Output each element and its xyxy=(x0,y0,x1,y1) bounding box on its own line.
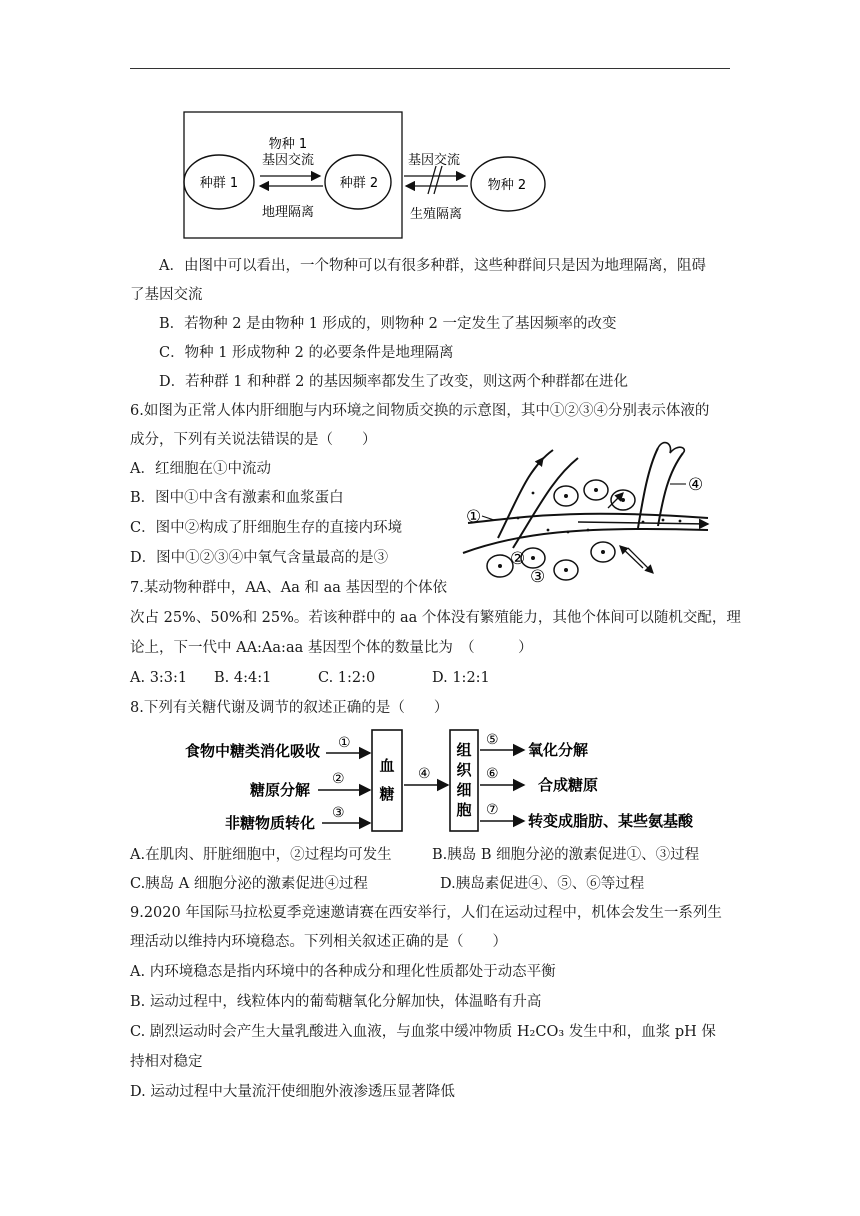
q8-option-d: D.胰岛素促进④、⑤、⑥等过程 xyxy=(440,876,645,892)
population-1-label: 种群 1 xyxy=(199,176,239,191)
species-2-label: 物种 2 xyxy=(487,178,527,193)
food-digestion-label: 食物中糖类消化吸收 xyxy=(184,742,320,760)
tissue-cell-char-3: 细 xyxy=(456,781,472,799)
tissue-cell-char-1: 组 xyxy=(456,741,472,759)
tissue-cell-char-4: 胞 xyxy=(456,801,472,819)
glycogen-breakdown-label: 糖原分解 xyxy=(249,781,310,799)
process-2-label: ② xyxy=(332,771,345,787)
fat-aminoacid-label: 转变成脂肪、某些氨基酸 xyxy=(528,812,694,830)
non-sugar-conversion-label: 非糖物质转化 xyxy=(224,814,315,832)
q5-option-b: B．若物种 2 是由物种 1 形成的，则物种 2 一定发生了基因频率的改变 xyxy=(159,316,617,332)
q9-option-c-cont: 持相对稳定 xyxy=(130,1054,203,1070)
process-3-label: ③ xyxy=(332,805,345,821)
q6-option-d: D．图中①②③④中氧气含量最高的是③ xyxy=(130,550,389,566)
q6-stem: 6.如图为正常人体内肝细胞与内环境之间物质交换的示意图，其中①②③④分别表示体液的 xyxy=(130,403,710,419)
q7-stem-cont: 次占 25%、50%和 25%。若该种群中的 aa 个体没有繁殖能力，其他个体间可以随机交配，理 xyxy=(130,610,741,626)
reproductive-isolation-label: 生殖隔离 xyxy=(409,207,463,222)
process-6-label: ⑥ xyxy=(486,766,499,782)
header-rule xyxy=(130,68,730,69)
process-1-label: ① xyxy=(338,735,351,751)
q7-option-b: B. 4:4:1 xyxy=(214,670,272,686)
q7-stem: 7.某动物种群中，AA、Aa 和 aa 基因型的个体依 xyxy=(130,580,448,596)
process-4-label: ④ xyxy=(418,766,431,782)
q8-option-a: A.在肌肉、肝脏细胞中，②过程均可发生 xyxy=(130,847,392,863)
q9-option-a: A. 内环境稳态是指内环境中的各种成分和理化性质都处于动态平衡 xyxy=(130,964,556,980)
q8-option-b: B.胰岛 B 细胞分泌的激素促进①、③过程 xyxy=(432,847,700,863)
q8-option-c: C.胰岛 A 细胞分泌的激素促进④过程 xyxy=(130,876,368,892)
q6-stem-cont: 成分，下列有关说法错误的是（ ） xyxy=(130,432,377,448)
blood-sugar-char-1: 血 xyxy=(379,757,395,775)
q9-stem-cont: 理活动以维持内环境稳态。下列相关叙述正确的是（ ） xyxy=(130,934,507,950)
q6-option-a: A．红细胞在①中流动 xyxy=(130,461,271,477)
q8-stem: 8.下列有关糖代谢及调节的叙述正确的是（ ） xyxy=(130,700,449,716)
process-7-label: ⑦ xyxy=(486,802,499,818)
q9-option-b: B. 运动过程中，线粒体内的葡萄糖氧化分解加快，体温略有升高 xyxy=(130,994,542,1010)
q7-option-d: D. 1:2:1 xyxy=(432,670,490,686)
speciation-diagram xyxy=(180,108,560,247)
q5-option-a-cont: 了基因交流 xyxy=(130,287,203,303)
fluid-label-4: ④ xyxy=(688,475,704,495)
q7-option-a: A. 3:3:1 xyxy=(130,670,188,686)
species-1-label: 物种 1 xyxy=(268,137,308,152)
oxidation-label: 氧化分解 xyxy=(528,741,589,759)
tissue-cell-char-2: 织 xyxy=(456,761,472,779)
q6-option-b: B．图中①中含有激素和血浆蛋白 xyxy=(130,490,344,506)
q9-option-c: C. 剧烈运动时会产生大量乳酸进入血液，与血浆中缓冲物质 H₂CO₃ 发生中和，血浆 pH 保 xyxy=(130,1024,716,1040)
fluid-label-1: ① xyxy=(466,507,482,527)
q7-option-c: C. 1:2:0 xyxy=(318,670,376,686)
glucose-metabolism-diagram xyxy=(160,725,720,844)
geographic-isolation-label: 地理隔离 xyxy=(261,205,315,220)
q6-option-c: C．图中②构成了肝细胞生存的直接内环境 xyxy=(130,520,403,536)
gene-flow-right-label: 基因交流 xyxy=(407,153,461,168)
gene-flow-label: 基因交流 xyxy=(261,153,315,168)
q7-stem-cont-2: 论上，下一代中 AA:Aa:aa 基因型个体的数量比为 （ ） xyxy=(130,640,533,656)
population-2-label: 种群 2 xyxy=(339,176,379,191)
process-5-label: ⑤ xyxy=(486,732,499,748)
q9-stem: 9.2020 年国际马拉松夏季竞速邀请赛在西安举行，人们在运动过程中，机体会发生一系列生 xyxy=(130,905,722,921)
liver-cell-exchange-diagram xyxy=(458,438,720,592)
q5-option-d: D．若种群 1 和种群 2 的基因频率都发生了改变，则这两个种群都在进化 xyxy=(159,374,629,390)
q5-option-c: C．物种 1 形成物种 2 的必要条件是地理隔离 xyxy=(159,345,454,361)
q5-option-a: A．由图中可以看出，一个物种可以有很多种群，这些种群间只是因为地理隔离，阻碍 xyxy=(159,258,706,274)
blood-sugar-char-2: 糖 xyxy=(379,785,395,803)
glycogen-synthesis-label: 合成糖原 xyxy=(538,776,599,794)
q9-option-d: D. 运动过程中大量流汗使细胞外液渗透压显著降低 xyxy=(130,1084,455,1100)
fluid-label-2: ② xyxy=(510,549,526,569)
fluid-label-3: ③ xyxy=(530,567,546,587)
